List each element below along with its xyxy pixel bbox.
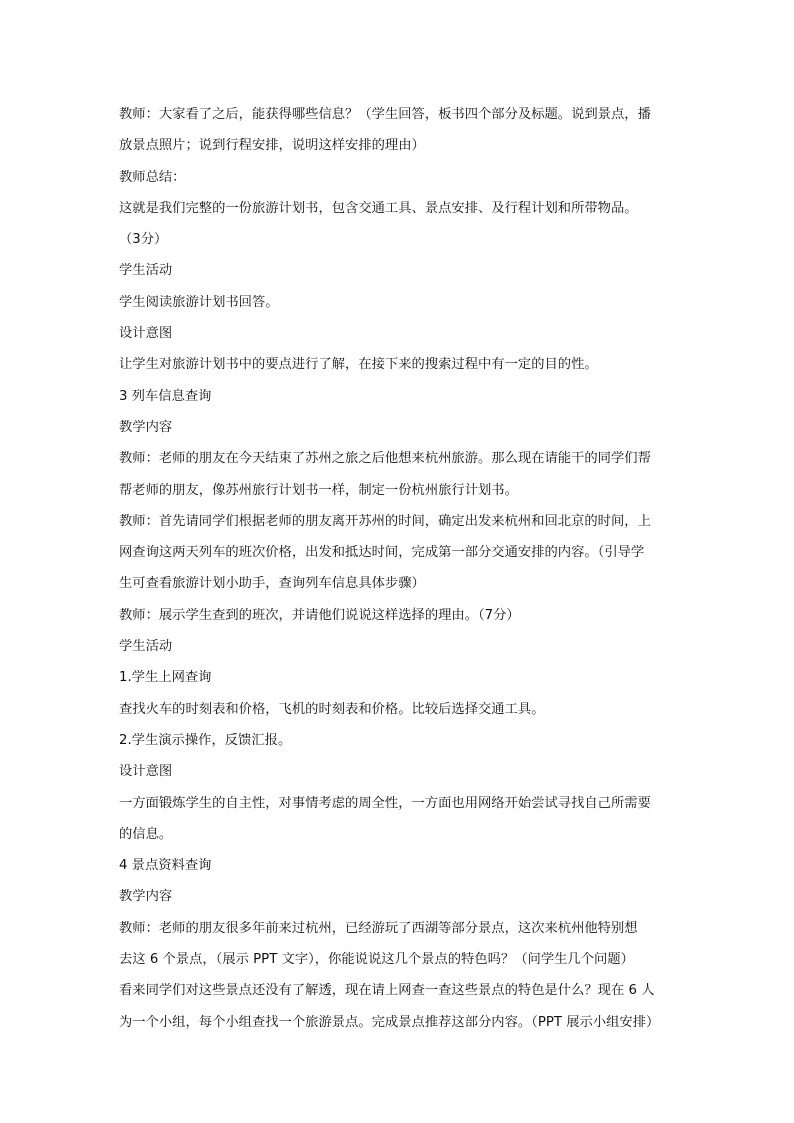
text-line: 查找火车的时刻表和价格，飞机的时刻表和价格。比较后选择交通工具。 [119, 701, 545, 717]
text-line: 为一个小组，每个小组查找一个旅游景点。完成景点推荐这部分内容。（PPT 展示小组安排） [119, 1014, 660, 1030]
text-line: 看来同学们对这些景点还没有了解透，现在请上网查一查这些景点的特色是什么？现在 6 人 [119, 983, 655, 999]
section-heading: 学生活动 [119, 639, 173, 655]
section-heading: 教学内容 [119, 889, 173, 905]
text-line: 帮老师的朋友，像苏州旅行计划书一样，制定一份杭州旅行计划书。 [119, 482, 518, 498]
text-line: 教师：大家看了之后，能获得哪些信息？（学生回答，板书四个部分及标题。说到景点，播 [119, 107, 651, 122]
text-line: 生可查看旅游计划小助手，查询列车信息具体步骤） [119, 576, 425, 592]
section-heading: 4 景点资料查询 [119, 858, 212, 874]
list-item: 1.学生上网查询 [119, 670, 212, 686]
text-line: 网查询这两天列车的班次价格，出发和抵达时间，完成第一部分交通安排的内容。（引导学 [119, 545, 645, 561]
text-line: 教师：老师的朋友在今天结束了苏州之旅之后他想来杭州旅游。那么现在请能干的同学们帮 [119, 451, 651, 467]
list-item: 2.学生演示操作，反馈汇报。 [119, 732, 292, 748]
text-line: 这就是我们完整的一份旅游计划书，包含交通工具、景点安排、及行程计划和所带物品。 [119, 200, 638, 216]
section-heading: 学生活动 [119, 263, 173, 279]
text-line: 让学生对旅游计划书中的要点进行了解，在接下来的搜索过程中有一定的目的性。 [119, 357, 598, 373]
text-line: 教师总结： [119, 169, 186, 185]
text-line: 的信息。 [119, 826, 173, 842]
text-line: 教师：展示学生查到的班次，并请他们说说这样选择的理由。（7分） [119, 607, 520, 623]
text-line: 去这 6 个景点，（展示 PPT 文字），你能说说这几个景点的特色吗？（问学生几个问题） [119, 952, 634, 968]
text-line: 教师：首先请同学们根据老师的朋友离开苏州的时间，确定出发来杭州和回北京的时间，上 [119, 513, 651, 529]
section-heading: 设计意图 [119, 326, 173, 342]
text-line: 放景点照片；说到行程安排，说明这样安排的理由） [119, 138, 425, 154]
section-heading: 教学内容 [119, 419, 173, 435]
section-heading: 设计意图 [119, 764, 173, 780]
text-line: 一方面锻炼学生的自主性，对事情考虑的周全性，一方面也用网络开始尝试寻找自己所需要 [119, 795, 651, 811]
document-body [119, 99, 679, 1038]
text-line: 教师：老师的朋友很多年前来过杭州，已经游玩了西湖等部分景点，这次来杭州他特别想 [119, 920, 638, 936]
text-line: 学生阅读旅游计划书回答。 [119, 294, 279, 310]
text-line: （3分） [119, 232, 168, 248]
section-heading: 3 列车信息查询 [119, 388, 212, 404]
